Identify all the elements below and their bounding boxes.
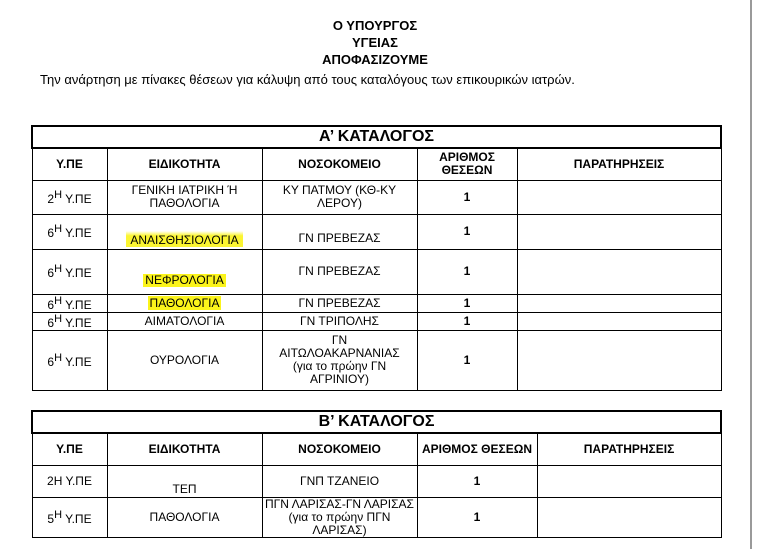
col-header-specialty: ΕΙΔΙΚΟΤΗΤΑ: [107, 148, 262, 180]
highlighted-specialty: ΑΝΑΙΣΘΗΣΙΟΛΟΓΙΑ: [126, 231, 242, 247]
specialty-cell: [107, 294, 262, 312]
notes-cell: [517, 249, 721, 294]
positions-cell: 1: [417, 465, 537, 497]
positions-cell: 1: [417, 294, 517, 312]
ype-cell: $6^H$ Υ.ΠΕ: [32, 294, 107, 312]
notes-cell: [517, 294, 721, 312]
ype-cell: $5^H$ Υ.ΠΕ: [32, 497, 107, 537]
col-header-ype: Υ.ΠΕ: [32, 148, 107, 180]
page-edge: [750, 0, 752, 549]
table-row: [32, 465, 721, 497]
specialty-cell: [107, 249, 262, 294]
specialty-cell: ΠΑΘΟΛΟΓΙΑ: [107, 497, 262, 537]
hospital-cell: ΚΥ ΠΑΤΜΟΥ (ΚΘ-ΚΥ ΛΕΡΟΥ): [262, 180, 417, 214]
ype-cell: 2Η Υ.ΠΕ: [32, 465, 107, 497]
ministry-heading: ΥΓΕΙΑΣ: [352, 35, 398, 50]
table-row: [32, 249, 721, 294]
notes-cell: [537, 497, 721, 537]
specialty-cell: ΓΕΝΙΚΗ ΙΑΤΡΙΚΗ Ή ΠΑΘΟΛΟΓΙΑ: [107, 180, 262, 214]
catalog-b-header-row: [32, 433, 721, 465]
notes-cell: [537, 465, 721, 497]
table-row: [32, 312, 721, 330]
notes-cell: [517, 312, 721, 330]
col-header-hospital: ΝΟΣΟΚΟΜΕΙΟ: [262, 433, 417, 465]
table-row: [32, 214, 721, 249]
col-header-notes: ΠΑΡΑΤΗΡΗΣΕΙΣ: [537, 433, 721, 465]
ype-cell: $6^H$ Υ.ΠΕ: [32, 249, 107, 294]
decision-heading: ΑΠΟΦΑΣΙΖΟΥΜΕ: [322, 52, 428, 67]
hospital-cell: ΓΝ ΤΡΙΠΟΛΗΣ: [262, 312, 417, 330]
positions-cell: 1: [417, 214, 517, 249]
ype-cell: $2^H$ Υ.ΠΕ: [32, 180, 107, 214]
notes-cell: [517, 330, 721, 390]
minister-heading: Ο ΥΠΟΥΡΓΟΣ: [332, 18, 418, 33]
positions-cell: 1: [417, 497, 537, 537]
table-row: [32, 497, 721, 537]
col-header-ype: Υ.ΠΕ: [32, 433, 107, 465]
positions-cell: 1: [417, 330, 517, 390]
catalog-a-table: [31, 125, 722, 391]
catalog-a-title: Α’ ΚΑΤΑΛΟΓΟΣ: [32, 126, 721, 148]
notes-cell: [517, 214, 721, 249]
highlighted-specialty: ΝΕΦΡΟΛΟΓΙΑ: [145, 273, 224, 287]
positions-cell: 1: [417, 249, 517, 294]
hospital-cell: ΓΝΠ ΤΖΑΝΕΙΟ: [262, 465, 417, 497]
col-header-specialty: ΕΙΔΙΚΟΤΗΤΑ: [107, 433, 262, 465]
catalog-b-title: Β’ ΚΑΤΑΛΟΓΟΣ: [32, 411, 721, 433]
positions-cell: 1: [417, 312, 517, 330]
specialty-cell: ΑΙΜΑΤΟΛΟΓΙΑ: [107, 312, 262, 330]
table-row: [32, 294, 721, 312]
col-header-positions: ΑΡΙΘΜΟΣ ΘΕΣΕΩΝ: [417, 433, 537, 465]
col-header-notes: ΠΑΡΑΤΗΡΗΣΕΙΣ: [517, 148, 721, 180]
table-row: [32, 330, 721, 390]
col-header-hospital: ΝΟΣΟΚΟΜΕΙΟ: [262, 148, 417, 180]
highlighted-specialty: ΠΑΘΟΛΟΓΙΑ: [149, 295, 220, 310]
hospital-cell: ΓΝ ΠΡΕΒΕΖΑΣ: [262, 249, 417, 294]
specialty-cell: [107, 214, 262, 249]
ype-cell: $6^H$ Υ.ΠΕ: [32, 330, 107, 390]
positions-cell: 1: [417, 180, 517, 214]
hospital-cell: ΓΝ ΑΙΤΩΛΟΑΚΑΡΝΑΝΙΑΣ (για το πρώην ΓΝ ΑΓΡΙΝΙΟΥ): [262, 330, 417, 390]
hospital-cell: ΓΝ ΠΡΕΒΕΖΑΣ: [262, 214, 417, 249]
specialty-cell: ΟΥΡΟΛΟΓΙΑ: [107, 330, 262, 390]
ype-cell: $6^H$ Υ.ΠΕ: [32, 214, 107, 249]
hospital-cell: ΠΓΝ ΛΑΡΙΣΑΣ-ΓΝ ΛΑΡΙΣΑΣ (για το πρώην ΠΓΝ ΛΑΡΙΣΑΣ): [262, 497, 417, 537]
notes-cell: [517, 180, 721, 214]
catalog-a-header-row: [32, 148, 721, 180]
intro-text: Την ανάρτηση με πίνακες θέσεων για κάλυψη από τους καταλόγους των επικουρικών ιατρών.: [40, 72, 575, 87]
col-header-positions: ΑΡΙΘΜΟΣ ΘΕΣΕΩΝ: [417, 148, 517, 180]
specialty-cell: ΤΕΠ: [107, 465, 262, 497]
catalog-b-table: [31, 410, 722, 538]
ype-cell: $6^H$ Υ.ΠΕ: [32, 312, 107, 330]
hospital-cell: ΓΝ ΠΡΕΒΕΖΑΣ: [262, 294, 417, 312]
table-row: [32, 180, 721, 214]
